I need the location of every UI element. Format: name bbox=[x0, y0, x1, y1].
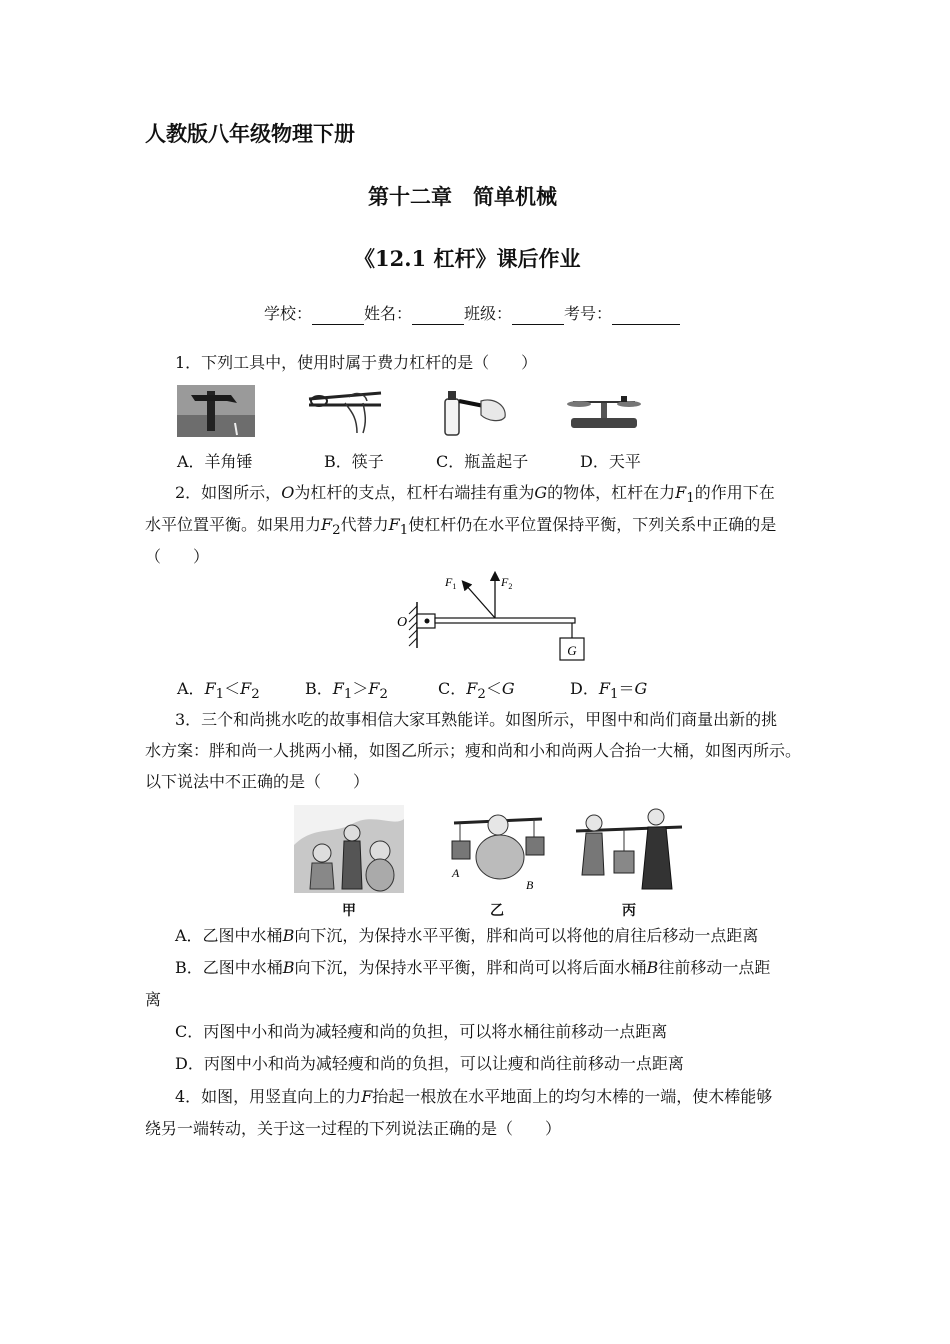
name-field[interactable] bbox=[412, 307, 464, 325]
exam-no-label: 考号： bbox=[564, 304, 613, 323]
q2-option-b: B．$F_1>F_2$ bbox=[305, 679, 388, 703]
bucket-a-label: A bbox=[452, 866, 460, 880]
q4-line1: 4．如图，用竖直向上的力F抬起一根放在水平地面上的均匀木棒的一端，使木棒能够 bbox=[175, 1087, 773, 1106]
q3-option-b-cont: 离 bbox=[145, 990, 162, 1009]
lever-bar bbox=[435, 618, 575, 623]
school-field[interactable] bbox=[312, 307, 364, 325]
chopsticks-image bbox=[305, 387, 385, 437]
monks-picture-bing bbox=[572, 805, 687, 893]
q3-line1: 3．三个和尚挑水吃的故事相信大家耳熟能详。如图所示，甲图中和尚们商量出新的挑 bbox=[175, 710, 778, 729]
monk-picture-yi bbox=[442, 805, 552, 893]
doc-header: 人教版八年级物理下册 bbox=[145, 121, 355, 146]
claw-hammer-image bbox=[177, 385, 255, 437]
name-label: 姓名： bbox=[364, 304, 413, 323]
q2-option-d: D．$F_1=G$ bbox=[570, 679, 648, 703]
school-label: 学校： bbox=[264, 304, 313, 323]
balance-scale-image bbox=[565, 392, 643, 434]
q2-option-c: C．$F_2<G$ bbox=[438, 679, 515, 703]
lever-diagram bbox=[395, 570, 595, 670]
q3-option-b: B．乙图中水桶B向下沉，为保持水平平衡，胖和尚可以将后面水桶B往前移动一点距 bbox=[175, 958, 771, 977]
q4-line2: 绕另一端转动，关于这一过程的下列说法正确的是（ ） bbox=[145, 1119, 562, 1138]
q1-option-c: C．瓶盖起子 bbox=[436, 452, 529, 471]
q3-line3: 以下说法中不正确的是（ ） bbox=[145, 772, 370, 791]
caption-bing: 丙 bbox=[622, 903, 636, 919]
q1-option-d: D．天平 bbox=[580, 452, 641, 471]
o-label: O bbox=[397, 615, 408, 630]
g-label: G bbox=[567, 643, 577, 658]
q2-line2: 水平位置平衡。如果用力$F_2$代替力$F_1$使杠杆仍在水平位置保持平衡，下列关系中正确的是 bbox=[145, 515, 777, 539]
exam-no-field[interactable] bbox=[612, 307, 680, 325]
q3-option-a: A．乙图中水桶B向下沉，为保持水平平衡，胖和尚可以将他的肩往后移动一点距离 bbox=[175, 926, 759, 945]
q3-option-d: D．丙图中小和尚为减轻瘦和尚的负担，可以让瘦和尚往前移动一点距离 bbox=[175, 1054, 684, 1073]
bottle-opener-image bbox=[435, 387, 510, 439]
student-info-row bbox=[264, 303, 680, 325]
q1-option-a: A．羊角锤 bbox=[177, 452, 253, 471]
f1-arrow bbox=[465, 584, 495, 618]
pivot bbox=[425, 619, 430, 624]
caption-jia: 甲 bbox=[342, 903, 356, 919]
f1-label: $F_1$ bbox=[445, 575, 457, 591]
q3-option-c: C．丙图中小和尚为减轻瘦和尚的负担，可以将水桶往前移动一点距离 bbox=[175, 1022, 668, 1041]
f2-label: $F_2$ bbox=[501, 575, 513, 591]
class-field[interactable] bbox=[512, 307, 564, 325]
chapter-title: 第十二章 简单机械 bbox=[368, 184, 557, 209]
q1-option-b: B．筷子 bbox=[324, 452, 384, 471]
q3-line2: 水方案：胖和尚一人挑两小桶，如图乙所示；瘦和尚和小和尚两人合抬一大桶，如图丙所示。 bbox=[145, 741, 802, 760]
q2-line1: 2．如图所示，O为杠杆的支点，杠杆右端挂有重为G的物体，杠杆在力$F_1$的作用下在 bbox=[175, 483, 775, 507]
q1-stem: 1．下列工具中，使用时属于费力杠杆的是（ ） bbox=[175, 353, 538, 372]
q2-option-a: A．$F_1<F_2$ bbox=[177, 679, 260, 703]
caption-yi: 乙 bbox=[490, 903, 504, 919]
q2-line3: （ ） bbox=[145, 547, 210, 566]
monks-picture-jia bbox=[294, 805, 404, 893]
class-label: 班级： bbox=[464, 304, 513, 323]
bucket-b-label: B bbox=[526, 878, 534, 892]
lesson-title: 《12.1 杠杆》课后作业 bbox=[354, 246, 581, 271]
